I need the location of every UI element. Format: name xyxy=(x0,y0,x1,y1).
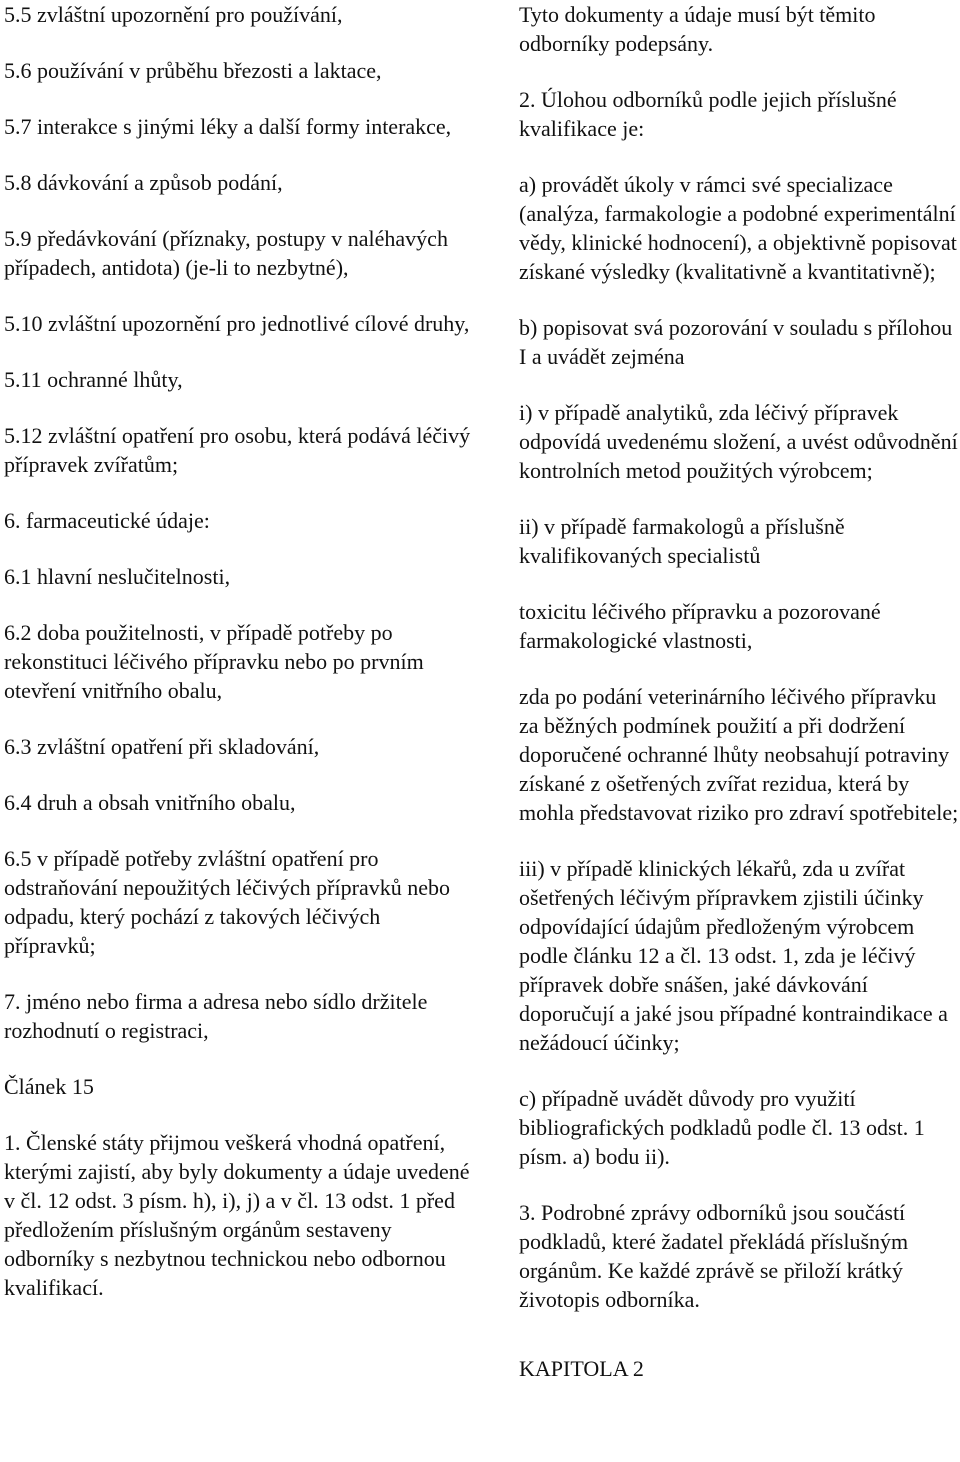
item-5-8: 5.8 dávkování a způsob podání, xyxy=(4,170,283,195)
left-column xyxy=(4,0,474,1302)
article-15-paragraph-2: 2. Úlohou odborníků podle jejich příslušné kvalifikace je: xyxy=(519,87,897,141)
point-b: b) popisovat svá pozorování v souladu s přílohou I a uvádět zejména xyxy=(519,315,953,369)
item-6: 6. farmaceutické údaje: xyxy=(4,508,210,533)
point-b-i: i) v případě analytiků, zda léčivý přípravek odpovídá uvedenému složení, a uvést odůvodnění kontrolních metod použitých výrobcem; xyxy=(519,400,958,483)
point-b-iii: iii) v případě klinických lékařů, zda u zvířat ošetřených léčivým přípravkem zjistili účinky odpovídající údajům předloženým výrobcem podle článku 12 a čl. 13 odst. 1, zda je léčivý přípravek dobře snášen, jaké dávkování doporučují a jaké jsou případné kontraindikace a nežádoucí účinky; xyxy=(519,856,948,1055)
item-5-11: 5.11 ochranné lhůty, xyxy=(4,367,183,392)
item-5-6: 5.6 používání v průběhu březosti a laktace, xyxy=(4,58,382,83)
item-6-4: 6.4 druh a obsah vnitřního obalu, xyxy=(4,790,296,815)
item-6-2: 6.2 doba použitelnosti, v případě potřeby po rekonstituci léčivého přípravku nebo po prvním otevření vnitřního obalu, xyxy=(4,620,424,703)
item-6-5: 6.5 v případě potřeby zvláštní opatření pro odstraňování nepoužitých léčivých přípravků nebo odpadu, který pochází z takových léčivých přípravků; xyxy=(4,846,450,958)
item-5-10: 5.10 zvláštní upozornění pro jednotlivé cílové druhy, xyxy=(4,311,470,336)
article-15-paragraph-1: 1. Členské státy přijmou veškerá vhodná opatření, kterými zajistí, aby byly dokumenty a údaje uvedené v čl. 12 odst. 3 písm. h), i), j) a v čl. 13 odst. 1 před předložením příslušným orgánům sestaveny odborníky s nezbytnou technickou nebo odbornou kvalifikací. xyxy=(4,1130,470,1300)
item-6-1: 6.1 hlavní neslučitelnosti, xyxy=(4,564,231,589)
item-5-7: 5.7 interakce s jinými léky a další formy interakce, xyxy=(4,114,452,139)
chapter-2-heading: KAPITOLA 2 xyxy=(519,1356,644,1381)
signature-requirement: Tyto dokumenty a údaje musí být těmito odborníky podepsány. xyxy=(519,2,876,56)
point-c: c) případně uvádět důvody pro využití bibliografických podkladů podle čl. 13 odst. 1 písm. a) bodu ii). xyxy=(519,1086,925,1169)
point-b-ii: ii) v případě farmakologů a příslušně kvalifikovaných specialistů xyxy=(519,514,845,568)
residue-item: zda po podání veterinárního léčivého přípravku za běžných podmínek použití a při dodržení doporučené ochranné lhůty neobsahují potraviny získané z ošetřených zvířat rezidua, která by mohla představovat riziko pro zdraví spotřebitele; xyxy=(519,684,959,825)
article-15-heading: Článek 15 xyxy=(4,1074,94,1099)
item-5-5: 5.5 zvláštní upozornění pro používání, xyxy=(4,2,343,27)
toxicity-item: toxicitu léčivého přípravku a pozorované farmakologické vlastnosti, xyxy=(519,599,881,653)
item-5-9: 5.9 předávkování (příznaky, postupy v naléhavých případech, antidota) (je-li to nezbytné), xyxy=(4,226,448,280)
right-column xyxy=(519,0,960,1383)
item-7: 7. jméno nebo firma a adresa nebo sídlo držitele rozhodnutí o registraci, xyxy=(4,989,428,1043)
point-a: a) provádět úkoly v rámci své specializace (analýza, farmakologie a podobné experimentální vědy, klinické hodnocení), a objektivně popisovat získané výsledky (kvalitativně a kvantitativně); xyxy=(519,172,957,284)
article-15-paragraph-3: 3. Podrobné zprávy odborníků jsou součástí podkladů, které žadatel překládá příslušným orgánům. Ke každé zprávě se přiloží krátký životopis odborníka. xyxy=(519,1200,909,1312)
item-5-12: 5.12 zvláštní opatření pro osobu, která podává léčivý přípravek zvířatům; xyxy=(4,423,471,477)
item-6-3: 6.3 zvláštní opatření při skladování, xyxy=(4,734,320,759)
